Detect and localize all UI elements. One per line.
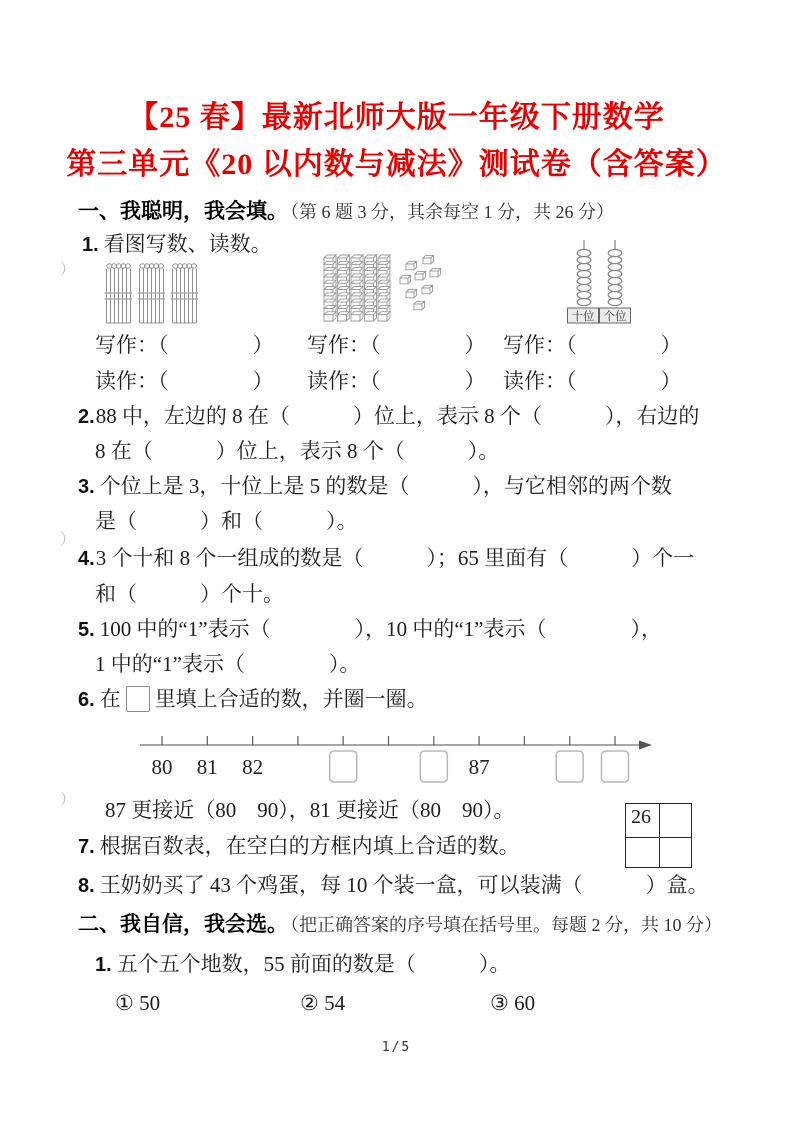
paper-title-line2: 第三单元《20 以内数与减法》测试卷（含答案） [66, 148, 727, 181]
s1-q8-line [78, 872, 709, 899]
s1-q6-compare-line: 87 更接近（80 90），81 更接近（80 90）。 [105, 798, 515, 822]
s1-q3-line2: 是（ ）和（ ）。 [95, 509, 358, 533]
section1-heading-line [78, 198, 614, 225]
s1-q2-line1 [78, 403, 699, 430]
s1-q4-line1 [78, 545, 694, 572]
s1-q6-line [78, 686, 428, 713]
write-as-col1: 写作：（ ） [95, 333, 274, 357]
s1-q2-number: 2. [78, 406, 95, 428]
s1-q7-line [78, 833, 520, 860]
svg-text:十位: 十位 [571, 311, 595, 323]
grid-cell [626, 838, 660, 867]
svg-text:80: 80 [151, 755, 173, 779]
svg-text:81: 81 [196, 755, 218, 779]
s2-q1-option-2: ② 54 [300, 991, 346, 1015]
s1-q5-line1 [78, 616, 662, 643]
section2-note: （把正确答案的序号填在括号里。每题 2 分，共 10 分） [290, 915, 722, 935]
s2-q1-option-1: ① 50 [115, 991, 161, 1015]
s1-q1-number: 1. [82, 234, 99, 256]
base-ten-blocks-image [322, 248, 454, 331]
grid-cell [660, 838, 691, 867]
page-number: 1/5 [381, 1040, 412, 1055]
s1-q6-text-post: 里填上合适的数，并圈一圈。 [154, 687, 428, 711]
s1-q7-number: 7. [78, 836, 95, 858]
scan-artifact-mark: ） [60, 792, 76, 808]
s1-q6-number: 6. [78, 689, 95, 711]
scan-artifact-mark: ） [60, 532, 76, 548]
number-line [140, 730, 665, 799]
write-as-col2: 写作：（ ） [307, 333, 486, 357]
s2-q1-option-3: ③ 60 [490, 991, 536, 1015]
svg-text:87: 87 [468, 755, 490, 779]
s1-q7-text: 根据百数表，在空白的方框内填上合适的数。 [99, 834, 520, 858]
hundred-chart-fragment [625, 803, 692, 868]
s1-q1-line [82, 231, 272, 258]
s1-q3-line1 [78, 473, 672, 500]
s2-q1-line [95, 951, 510, 978]
fill-in-box-icon [126, 686, 150, 712]
s1-q6-text-pre: 在 [99, 687, 121, 711]
section1-heading: 一、我聪明，我会填。 [78, 200, 288, 223]
s2-q1-number: 1. [95, 954, 112, 976]
grid-cell [660, 804, 691, 838]
s1-q8-text: 王奶奶买了 43 个鸡蛋，每 10 个装一盒，可以装满（ ）盒。 [99, 873, 709, 897]
s1-q4-line2: 和（ ）个十。 [95, 582, 284, 606]
read-as-col2: 读作：（ ） [307, 369, 486, 393]
s1-q5-text1: 100 中的“1”表示（ ），10 中的“1”表示（ ）， [99, 617, 662, 641]
read-as-col3: 读作：（ ） [503, 369, 682, 393]
section2-heading-line [78, 911, 722, 938]
section2-heading: 二、我自信，我会选。 [78, 913, 288, 936]
grid-cell: 26 [626, 804, 660, 838]
s1-q2-text1: 88 中，左边的 8 在（ ）位上，表示 8 个（ ），右边的 [95, 404, 700, 428]
s1-q3-text1: 个位上是 3，十位上是 5 的数是（ ），与它相邻的两个数 [99, 474, 672, 498]
s2-q1-text: 五个五个地数，55 前面的数是（ ）。 [116, 952, 511, 976]
svg-text:个位: 个位 [603, 311, 627, 323]
section1-note: （第 6 题 3 分，其余每空 1 分，共 26 分） [290, 202, 614, 222]
s1-q4-number: 4. [78, 548, 95, 570]
s1-q5-line2: 1 中的“1”表示（ ）。 [95, 652, 361, 676]
scan-artifact-mark: ） [60, 262, 76, 278]
abacus-image [563, 240, 635, 331]
s1-q5-number: 5. [78, 619, 95, 641]
s1-q8-number: 8. [78, 875, 95, 897]
read-as-col1: 读作：（ ） [95, 369, 274, 393]
write-as-col3: 写作：（ ） [503, 333, 682, 357]
paper-title-line1: 【25 春】最新北师大版一年级下册数学 [128, 101, 665, 134]
s1-q4-text1: 3 个十和 8 个一组成的数是（ ）；65 里面有（ ）个一 [95, 546, 695, 570]
s1-q3-number: 3. [78, 476, 95, 498]
s1-q2-line2: 8 在（ ）位上，表示 8 个（ ）。 [95, 439, 500, 463]
stick-bundles-image [103, 260, 203, 333]
svg-text:82: 82 [242, 755, 264, 779]
s1-q1-text: 看图写数、读数。 [103, 232, 272, 256]
